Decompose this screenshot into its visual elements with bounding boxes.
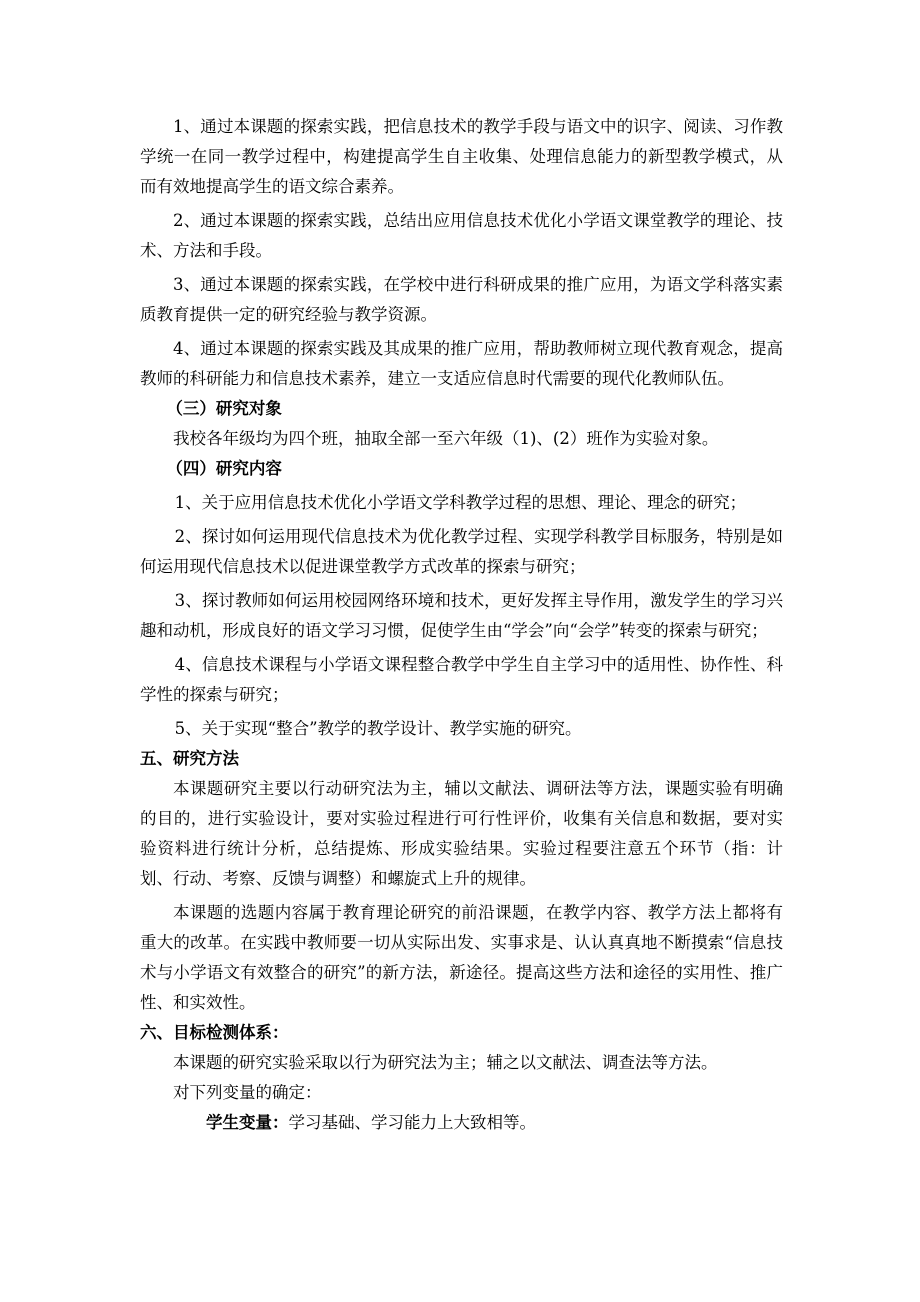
goal-paragraph-3: 3、通过本课题的探索实践，在学校中进行科研成果的推广应用，为语文学科落实素质教育提供一定的研究经验与教学资源。	[140, 275, 783, 324]
student-variable-line	[140, 1108, 783, 1138]
detection-paragraph-1: 本课题的研究实验采取以行为研究法为主；辅之以文献法、调查法等方法。	[173, 1053, 718, 1072]
method-paragraph-2: 本课题的选题内容属于教育理论研究的前沿课题，在教学内容、教学方法上都将有重大的改革。在实践中教师要一切从实际出发、实事求是、认认真真地不断摸索“信息技术与小学语文有效整合的研究”的新方法，新途径。提高这些方法和途径的实用性、推广性、和实效性。	[140, 903, 783, 1012]
method-paragraph-1: 本课题研究主要以行动研究法为主，辅以文献法、调研法等方法，课题实验有明确的目的，进行实验设计，要对实验过程进行可行性评价，收集有关信息和数据，要对实验资料进行统计分析，总结提炼、形成实验结果。实验过程要注意五个环节（指：计划、行动、考察、反馈与调整）和螺旋式上升的规律。	[140, 779, 783, 888]
research-item-5: 5、关于实现“整合”教学的教学设计、教学实施的研究。	[174, 719, 582, 738]
goal-paragraph-2: 2、通过本课题的探索实践，总结出应用信息技术优化小学语文课堂教学的理论、技术、方法和手段。	[140, 211, 783, 260]
student-variable-text: 学习基础、学习能力上大致相等。	[288, 1113, 536, 1132]
section-3-heading: （三）研究对象	[166, 399, 282, 418]
section-4-heading: （四）研究内容	[166, 459, 282, 478]
research-item-3: 3、探讨教师如何运用校园网络环境和技术，更好发挥主导作用，激发学生的学习兴趣和动机，形成良好的语文学习习惯，促使学生由“学会”向“会学”转变的探索与研究；	[140, 591, 783, 640]
section-5-heading: 五、研究方法	[140, 749, 239, 768]
research-item-1: 1、关于应用信息技术优化小学语文学科教学过程的思想、理论、理念的研究；	[174, 493, 747, 512]
detection-paragraph-2: 对下列变量的确定：	[173, 1083, 322, 1102]
goal-paragraph-4: 4、通过本课题的探索实践及其成果的推广应用，帮助教师树立现代教育观念，提高教师的科研能力和信息技术素养，建立一支适应信息时代需要的现代化教师队伍。	[140, 339, 783, 388]
student-variable-label: 学生变量：	[206, 1113, 289, 1132]
research-item-4: 4、信息技术课程与小学语文课程整合教学中学生自主学习中的适用性、协作性、科学性的探索与研究；	[140, 655, 783, 704]
section-6-heading: 六、目标检测体系：	[140, 1023, 289, 1042]
research-item-2: 2、探讨如何运用现代信息技术为优化教学过程、实现学科教学目标服务，特别是如何运用现代信息技术以促进课堂教学方式改革的探索与研究；	[140, 527, 783, 576]
section-3-text: 我校各年级均为四个班，抽取全部一至六年级（1)、(2）班作为实验对象。	[173, 429, 719, 448]
goal-paragraph-1: 1、通过本课题的探索实践，把信息技术的教学手段与语文中的识字、阅读、习作教学统一在同一教学过程中，构建提高学生自主收集、处理信息能力的新型教学模式，从而有效地提高学生的语文综合素养。	[140, 117, 783, 196]
document-body	[140, 112, 783, 1138]
